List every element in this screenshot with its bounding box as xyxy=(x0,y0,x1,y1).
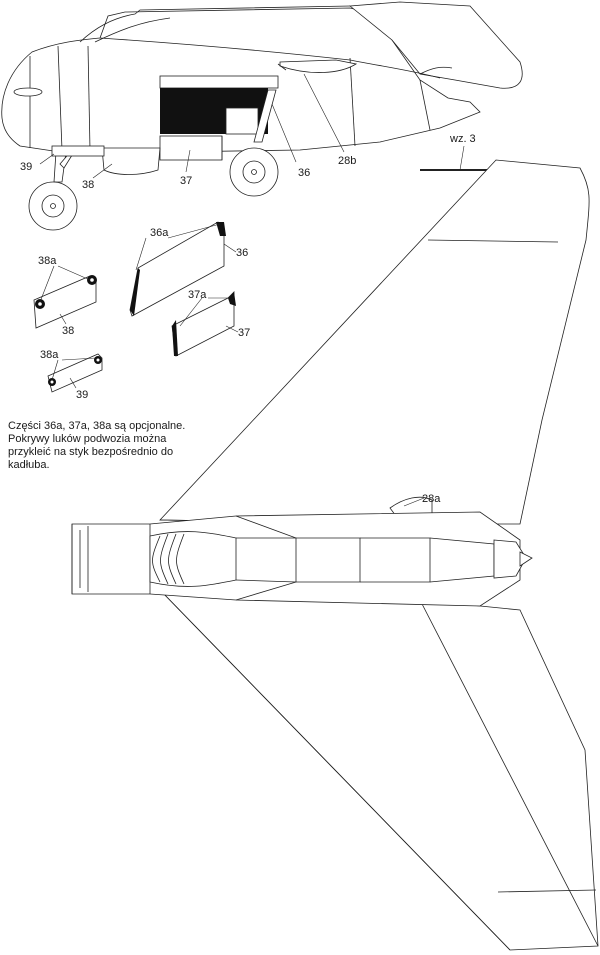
fuselage-side-view xyxy=(2,2,522,230)
part-39-detail xyxy=(40,349,102,401)
label-38-detail: 38 xyxy=(62,325,75,337)
note-line-4: kadłuba. xyxy=(8,459,50,471)
label-28b: 28b xyxy=(338,155,357,167)
assembly-note xyxy=(8,420,223,472)
note-line-2: Pokrywy luków podwozia można xyxy=(8,433,167,445)
note-line-3: przykleić na styk bezpośrednio do xyxy=(8,446,174,458)
label-38: 38 xyxy=(82,179,95,191)
note-line-1: Części 36a, 37a, 38a są opcjonalne. xyxy=(8,420,186,432)
part-38-detail xyxy=(34,255,97,337)
label-39-detail: 39 xyxy=(76,389,89,401)
label-37a: 37a xyxy=(188,289,207,301)
label-38a: 38a xyxy=(38,255,57,267)
part-37-detail xyxy=(172,289,250,356)
label-39: 39 xyxy=(20,161,33,173)
label-28a: 28a xyxy=(422,493,441,505)
fuselage-top-view xyxy=(72,512,532,606)
label-36: 36 xyxy=(298,167,311,179)
label-37-detail: 37 xyxy=(238,327,251,339)
label-36-detail: 36 xyxy=(236,247,249,259)
label-38a-second: 38a xyxy=(40,349,59,361)
label-wz3: wz. 3 xyxy=(450,133,476,145)
label-36a: 36a xyxy=(150,227,169,239)
label-37: 37 xyxy=(180,175,193,187)
